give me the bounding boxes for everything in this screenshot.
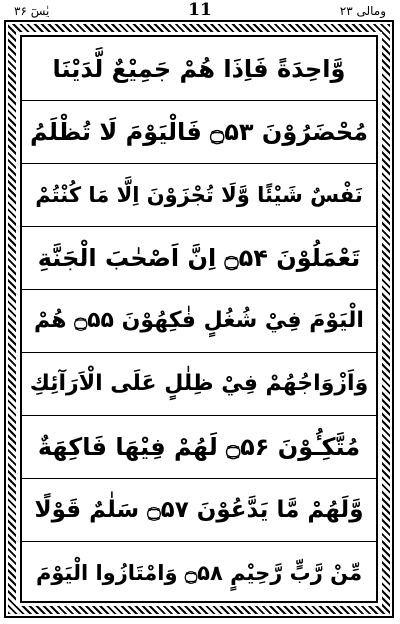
verse-line-2	[22, 100, 376, 163]
verse-line-7	[22, 415, 376, 478]
verse-line-6	[22, 352, 376, 415]
verse-text: وَّلَهُمْ مَّا يَدَّعُوْنَ ۝۵۷ سَلٰمٌ قَوْلًا	[34, 496, 364, 523]
verse-text: مُتَّكِـُٔوْنَ ۝۵۶ لَهُمْ فِيْهَا فَاكِهَةٌ	[37, 432, 361, 461]
verse-text: مُحْضَرُوْنَ ۝۵۳ فَالْيَوْمَ لَا تُظْلَمُ	[30, 117, 368, 146]
verse-line-5	[22, 289, 376, 352]
verse-text: تَعْمَلُوْنَ ۝۵۴ اِنَّ اَصْحٰبَ الْجَنَّةِ	[37, 243, 361, 272]
para-label: ومالی ۲۳	[339, 4, 386, 18]
verse-line-1	[22, 37, 376, 100]
verse-lines	[22, 37, 376, 601]
verse-line-3	[22, 163, 376, 226]
verse-line-4	[22, 226, 376, 289]
verse-text: وَاَزْوَاجُهُمْ فِيْ ظِلٰلٍ عَلَى الْاَرَآئِكِ	[29, 371, 369, 396]
page-number: 11	[188, 0, 212, 20]
page-header	[0, 0, 400, 22]
surah-label: یٰسٓ ۳۶	[14, 4, 50, 18]
verse-line-9	[22, 541, 376, 604]
text-panel	[20, 35, 378, 603]
verse-line-8	[22, 478, 376, 541]
verse-text: الْيَوْمَ فِيْ شُغُلٍ فٰكِهُوْنَ ۝۵۵ هُمْ	[34, 308, 364, 333]
verse-text: مِّنْ رَّبٍّ رَّحِيْمٍ ۝۵۸ وَامْتَازُوا الْيَوْمَ	[35, 560, 363, 585]
verse-text: نَفْسٌ شَيْئًا وَّلَا تُجْزَوْنَ اِلَّا مَا كُنْتُمْ	[35, 182, 363, 207]
verse-text: وَّاحِدَةً فَاِذَا هُمْ جَمِيْعٌ لَّدَيْنَا	[52, 54, 346, 83]
